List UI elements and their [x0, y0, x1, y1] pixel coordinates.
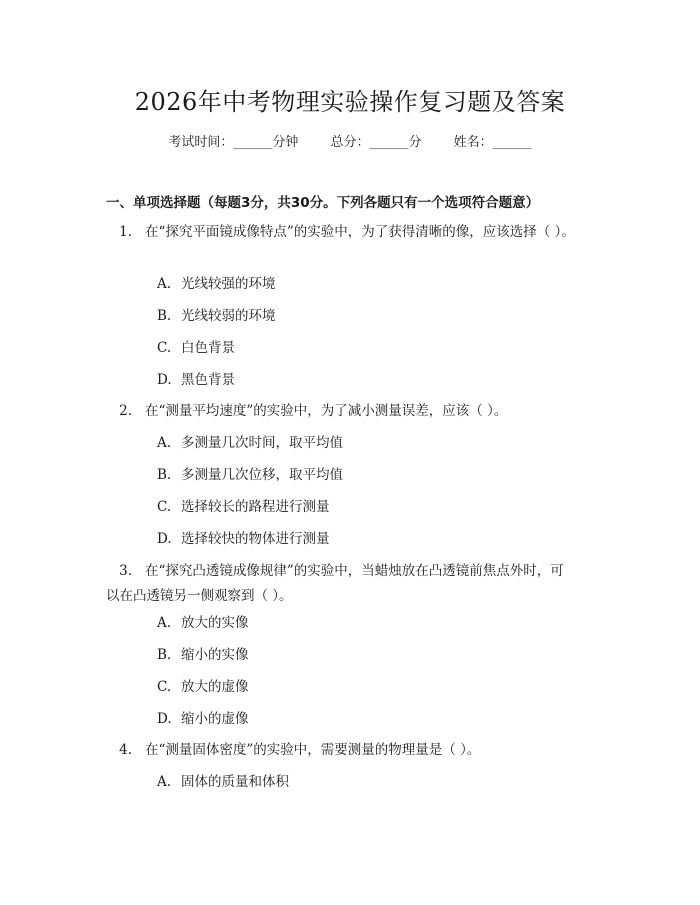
option-letter: B.	[157, 647, 172, 663]
option-text: 固体的质量和体积	[181, 774, 289, 790]
exam-info-line	[0, 131, 700, 150]
question-1	[106, 220, 576, 245]
question-2	[106, 399, 576, 424]
option-text: 放大的实像	[181, 615, 249, 631]
option-3d	[157, 709, 249, 729]
option-3b	[157, 645, 249, 665]
option-letter: C.	[157, 679, 172, 695]
option-text: 选择较快的物体进行测量	[181, 531, 330, 547]
option-letter: D.	[157, 372, 172, 388]
exam-time-field: 考试时间：______分钟	[168, 135, 299, 150]
option-1c	[157, 338, 235, 358]
option-text: 光线较强的环境	[181, 276, 276, 292]
option-text: 缩小的实像	[181, 647, 249, 663]
question-text: 在“测量平均速度”的实验中，为了减小测量误差，应该（ ）。	[145, 403, 508, 419]
option-3a	[157, 613, 249, 633]
option-text: 多测量几次位移，取平均值	[181, 467, 343, 483]
option-letter: B.	[157, 467, 172, 483]
option-4a	[157, 772, 289, 792]
option-text: 多测量几次时间，取平均值	[181, 435, 343, 451]
option-text: 白色背景	[181, 340, 235, 356]
question-text: 在“探究凸透镜成像规律”的实验中，当蜡烛放在凸透镜前焦点外时，可以在凸透镜另一侧观察到（ ）。	[106, 563, 564, 604]
question-number: 3.	[119, 563, 132, 579]
option-2b	[157, 465, 343, 485]
option-1b	[157, 306, 276, 326]
option-letter: A.	[157, 615, 172, 631]
option-1a	[157, 274, 276, 294]
document-title: 2026年中考物理实验操作复习题及答案	[134, 88, 566, 116]
question-number: 2.	[119, 403, 132, 419]
option-2c	[157, 497, 330, 517]
option-text: 光线较弱的环境	[181, 308, 276, 324]
option-letter: C.	[157, 340, 172, 356]
option-letter: D.	[157, 531, 172, 547]
question-4	[106, 738, 576, 763]
option-letter: C.	[157, 499, 172, 515]
option-letter: A.	[157, 276, 172, 292]
option-text: 选择较长的路程进行测量	[181, 499, 330, 515]
question-text: 在“测量固体密度”的实验中，需要测量的物理量是（ ）。	[145, 742, 481, 758]
option-letter: A.	[157, 435, 172, 451]
option-text: 放大的虚像	[181, 679, 249, 695]
option-letter: A.	[157, 774, 172, 790]
question-number: 4.	[119, 742, 132, 758]
option-text: 缩小的虚像	[181, 711, 249, 727]
option-letter: B.	[157, 308, 172, 324]
question-3	[106, 559, 576, 609]
option-1d	[157, 370, 235, 390]
option-letter: D.	[157, 711, 172, 727]
option-2a	[157, 433, 343, 453]
section-heading: 一、单项选择题（每题3分，共30分。下列各题只有一个选项符合题意）	[106, 195, 540, 211]
question-number: 1.	[119, 224, 132, 240]
question-text: 在“探究平面镜成像特点”的实验中，为了获得清晰的像，应该选择（ ）。	[145, 224, 575, 240]
option-2d	[157, 529, 330, 549]
student-name-field: 姓名：______	[453, 135, 532, 150]
option-3c	[157, 677, 249, 697]
total-score-field: 总分：______分	[330, 135, 422, 150]
option-text: 黑色背景	[181, 372, 235, 388]
